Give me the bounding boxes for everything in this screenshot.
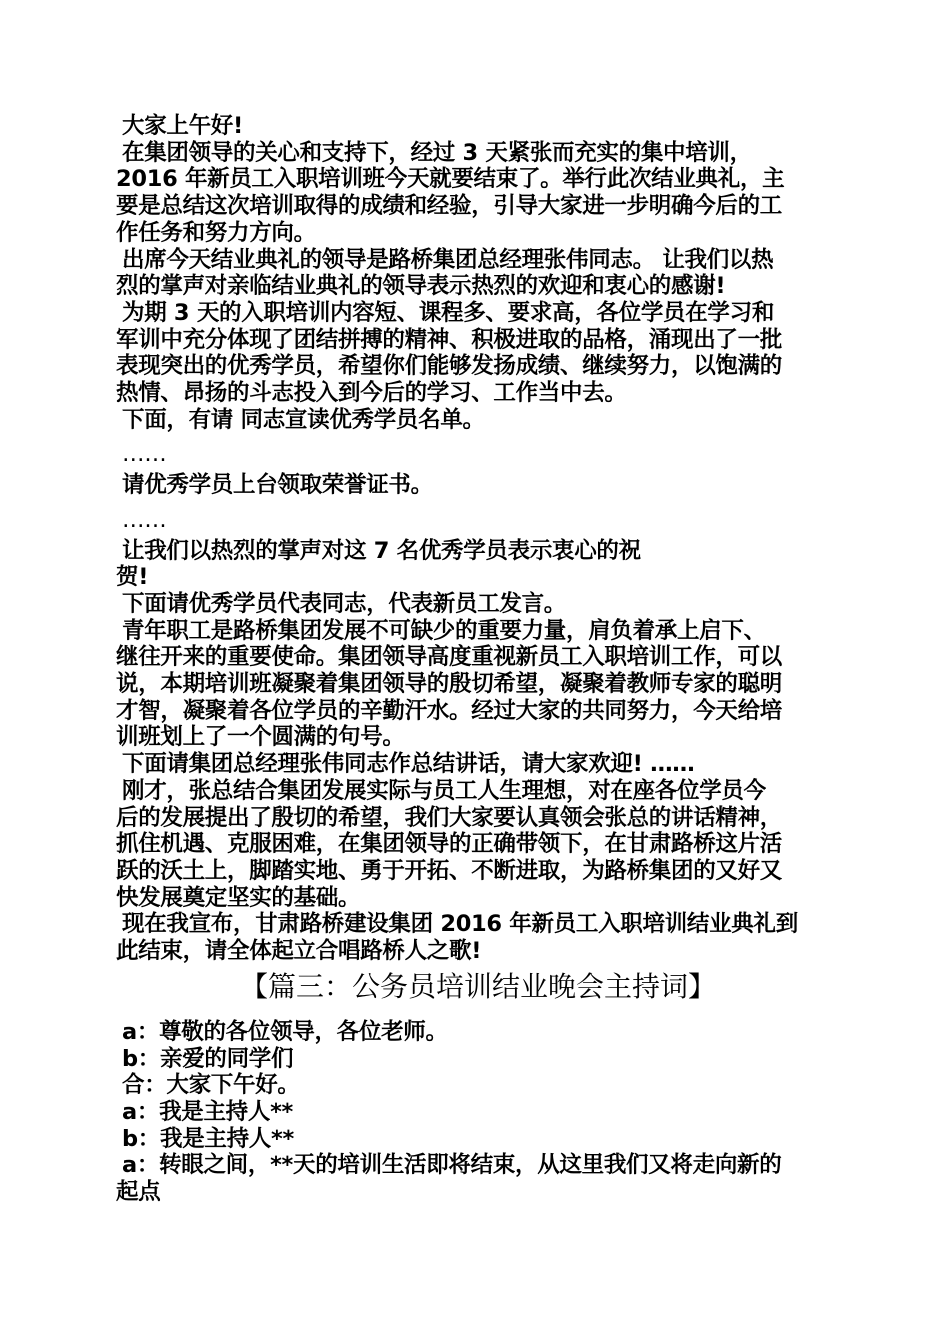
paragraph-line: 要是总结这次培训取得的成绩和经验，引导大家进一步明确今后的工 (116, 193, 783, 220)
dialogue-line: 起点 (116, 1179, 161, 1206)
paragraph-line: 抓住机遇、克服困难，在集团领导的正确带领下，在甘肃路桥这片活 (116, 831, 783, 858)
ellipsis-line: …… (122, 506, 167, 533)
paragraph-line: 在集团领导的关心和支持下，经过 3 天紧张而充实的集中培训， (122, 139, 752, 166)
dialogue-line: a：转眼之间，**天的培训生活即将结束，从这里我们又将走向新的 (122, 1152, 782, 1179)
paragraph-line: 出席今天结业典礼的领导是路桥集团总经理张伟同志。 让我们以热 (122, 246, 774, 273)
dialogue-line: a：尊敬的各位领导，各位老师。 (122, 1018, 448, 1045)
paragraph-line: 刚才，张总结合集团发展实际与员工人生理想，对在座各位学员今 (122, 777, 766, 804)
paragraph-line: 作任务和努力方向。 (116, 219, 316, 246)
dialogue-line: b：亲爱的同学们 (122, 1045, 294, 1072)
paragraph-line: 此结束，请全体起立合唱路桥人之歌! (116, 938, 482, 965)
paragraph-line: 热情、昂扬的斗志投入到今后的学习、工作当中去。 (116, 380, 627, 407)
paragraph-line: 表现突出的优秀学员，希望你们能够发扬成绩、继续努力，以饱满的 (116, 353, 783, 380)
paragraph-line: 下面，有请 同志宣读优秀学员名单。 (122, 406, 485, 433)
paragraph-line: 现在我宣布，甘肃路桥建设集团 2016 年新员工入职培训结业典礼到 (122, 911, 798, 938)
dialogue-line: a：我是主持人** (122, 1098, 294, 1125)
ceremony-speech (116, 113, 840, 965)
host-script (116, 1019, 840, 1206)
paragraph-line: 后的发展提出了殷切的希望，我们大家要认真领会张总的讲话精神， (116, 804, 783, 831)
paragraph-line: 跃的沃土上，脚踏实地、勇于开拓、不断进取，为路桥集团的又好又 (116, 857, 783, 884)
paragraph-line: 快发展奠定坚实的基础。 (116, 884, 361, 911)
paragraph-line: 2016 年新员工入职培训班今天就要结束了。举行此次结业典礼，主 (116, 166, 785, 193)
paragraph-line: 贺! (116, 564, 149, 591)
paragraph-line: 烈的掌声对亲临结业典礼的领导表示热烈的欢迎和衷心的感谢! (116, 273, 726, 300)
paragraph-line: 下面请集团总经理张伟同志作总结讲话，请大家欢迎! …… (122, 751, 695, 778)
paragraph-line: 说，本期培训班凝聚着集团领导的殷切希望，凝聚着教师专家的聪明 (116, 671, 783, 698)
paragraph-line: 训班划上了一个圆满的句号。 (116, 724, 405, 751)
paragraph-line: 下面请优秀学员代表同志，代表新员工发言。 (122, 590, 567, 617)
paragraph-line: 大家上午好! (122, 113, 243, 139)
paragraph-line: 让我们以热烈的掌声对这 7 名优秀学员表示衷心的祝 (122, 537, 641, 564)
paragraph-line: 才智，凝聚着各位学员的辛勤汗水。经过大家的共同努力，今天给培 (116, 697, 783, 724)
dialogue-line: 合：大家下午好。 (122, 1072, 300, 1099)
dialogue-line: b：我是主持人** (122, 1125, 294, 1152)
paragraph-line: 青年职工是路桥集团发展不可缺少的重要力量，肩负着承上启下、 (122, 617, 766, 644)
paragraph-line: 军训中充分体现了团结拼搏的精神、积极进取的品格，涌现出了一批 (116, 326, 783, 353)
paragraph-line: 继往开来的重要使命。集团领导高度重视新员工入职培训工作，可以 (116, 644, 783, 671)
ellipsis-line: …… (122, 441, 167, 468)
section-heading: 【篇三：公务员培训结业晚会主持词】 (239, 969, 716, 1003)
paragraph-line: 请优秀学员上台领取荣誉证书。 (122, 472, 433, 499)
paragraph-line: 为期 3 天的入职培训内容短、课程多、要求高，各位学员在学习和 (122, 299, 775, 326)
